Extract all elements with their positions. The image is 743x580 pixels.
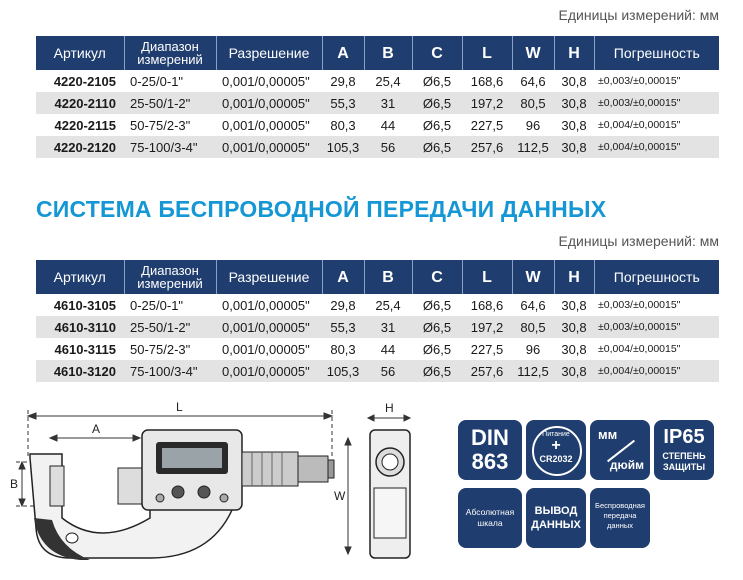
ip-line1: СТЕПЕНЬ: [662, 451, 706, 461]
col-article: Артикул: [36, 260, 124, 294]
table-row: [36, 114, 719, 136]
units-note-2: Единицы измерений: мм: [558, 233, 719, 249]
cell-h: 30,8: [561, 341, 587, 357]
cell-h: 30,8: [554, 136, 594, 158]
cell-b: 31: [364, 316, 412, 338]
dim-label-b: B: [10, 477, 19, 491]
absolute-scale-badge: [458, 488, 522, 548]
table-row: [36, 316, 719, 338]
col-a: A: [322, 260, 364, 294]
cell-l: 227,5: [470, 341, 504, 357]
cell-range: 25-50/1-2": [124, 316, 216, 338]
col-w: W: [512, 260, 554, 294]
col-a: A: [322, 36, 364, 70]
cell-l: 257,6: [462, 360, 512, 382]
spec-table-2: [36, 260, 719, 382]
units-note-1: Единицы измерений: мм: [558, 7, 719, 23]
cell-h: 30,8: [561, 117, 587, 133]
cell-b: 44: [380, 341, 396, 357]
cell-range: 50-75/2-3": [130, 117, 191, 133]
table-row: [36, 294, 719, 316]
cell-accuracy: ±0,004/±0,00015": [598, 343, 681, 355]
din-number: 863: [471, 449, 509, 474]
wl-line3: данных: [607, 521, 633, 530]
cell-accuracy: ±0,003/±0,00015": [594, 92, 719, 114]
cell-a: 29,8: [330, 73, 356, 89]
col-accuracy: Погрешность: [594, 36, 719, 70]
cell-accuracy: ±0,003/±0,00015": [598, 75, 681, 87]
table-row: [36, 92, 719, 114]
cell-w: 80,5: [512, 92, 554, 114]
col-c: C: [412, 260, 462, 294]
cell-a: 80,3: [330, 341, 356, 357]
plus-icon: +: [551, 437, 561, 454]
col-range: Диапазон измерений: [124, 260, 216, 294]
cell-b: 31: [364, 92, 412, 114]
cell-accuracy: ±0,003/±0,00015": [594, 316, 719, 338]
col-h: H: [554, 36, 594, 70]
table-row: [36, 70, 719, 92]
cell-a: 105,3: [322, 360, 364, 382]
cell-article: 4220-2105: [53, 73, 116, 89]
table-row: [36, 136, 719, 158]
data-output-badge: [526, 488, 586, 548]
cell-resolution: 0,001/0,00005": [222, 73, 310, 89]
cell-l: 227,5: [470, 117, 504, 133]
cell-range: 25-50/1-2": [124, 92, 216, 114]
section-title-wireless: СИСТЕМА БЕСПРОВОДНОЙ ПЕРЕДАЧИ ДАННЫХ: [36, 196, 607, 222]
cell-w: 112,5: [512, 360, 554, 382]
cell-resolution: 0,001/0,00005": [222, 117, 310, 133]
cell-accuracy: ±0,004/±0,00015": [598, 119, 681, 131]
cell-b: 25,4: [375, 297, 401, 313]
dim-label-w: W: [334, 489, 346, 503]
cell-article: 4610-3120: [36, 360, 124, 382]
col-c: C: [412, 36, 462, 70]
cell-resolution: 0,001/0,00005": [216, 360, 322, 382]
unit-inch: дюйм: [609, 458, 644, 472]
battery-type: CR2032: [539, 454, 573, 464]
cell-h: 30,8: [554, 92, 594, 114]
cell-l: 257,6: [462, 136, 512, 158]
cell-l: 168,6: [470, 297, 504, 313]
col-article: Артикул: [36, 36, 124, 70]
cell-h: 30,8: [561, 73, 587, 89]
cell-b: 44: [380, 117, 396, 133]
out-line1: ВЫВОД: [534, 505, 578, 517]
cell-c: Ø6,5: [412, 316, 462, 338]
cell-w: 64,6: [520, 297, 546, 313]
abs-line2: шкала: [477, 518, 503, 528]
cell-w: 64,6: [520, 73, 546, 89]
cell-l: 197,2: [462, 316, 512, 338]
cell-b: 56: [364, 360, 412, 382]
cell-article: 4610-3105: [53, 297, 116, 313]
cell-a: 80,3: [330, 117, 356, 133]
cell-l: 168,6: [470, 73, 504, 89]
wl-line2: передача: [603, 511, 637, 520]
dim-label-l: L: [176, 400, 183, 414]
ip-line2: ЗАЩИТЫ: [662, 462, 706, 472]
cell-a: 105,3: [322, 136, 364, 158]
cell-b: 56: [364, 136, 412, 158]
micrometer-drawing: [0, 398, 440, 578]
col-range: Диапазон измерений: [124, 36, 216, 70]
col-b: B: [364, 36, 412, 70]
cell-resolution: 0,001/0,00005": [222, 341, 310, 357]
cell-article: 4220-2115: [54, 117, 116, 133]
cell-range: 75-100/3-4": [124, 360, 216, 382]
cell-c: Ø6,5: [422, 117, 452, 133]
table-row: [36, 338, 719, 360]
abs-line1: Абсолютная: [465, 507, 515, 517]
cell-h: 30,8: [554, 316, 594, 338]
cell-c: Ø6,5: [422, 297, 452, 313]
cell-c: Ø6,5: [422, 341, 452, 357]
cell-w: 96: [525, 341, 541, 357]
cell-c: Ø6,5: [412, 360, 462, 382]
cell-article: 4220-2110: [36, 92, 124, 114]
col-accuracy: Погрешность: [594, 260, 719, 294]
units-badge: [590, 420, 650, 480]
cell-article: 4610-3115: [54, 341, 116, 357]
col-resolution: Разрешение: [216, 260, 322, 294]
dim-label-h: H: [385, 401, 394, 415]
cell-c: Ø6,5: [412, 136, 462, 158]
cell-range: 75-100/3-4": [124, 136, 216, 158]
battery-badge: [526, 420, 586, 480]
cell-a: 29,8: [330, 297, 356, 313]
spec-table-1: [36, 36, 719, 158]
cell-resolution: 0,001/0,00005": [222, 297, 310, 313]
cell-w: 80,5: [512, 316, 554, 338]
cell-c: Ø6,5: [412, 92, 462, 114]
din-badge: [458, 420, 522, 480]
col-w: W: [512, 36, 554, 70]
cell-c: Ø6,5: [422, 73, 452, 89]
cell-article: 4610-3110: [36, 316, 124, 338]
cell-h: 30,8: [561, 297, 587, 313]
wireless-badge: [590, 488, 650, 548]
cell-a: 55,3: [322, 316, 364, 338]
out-line2: ДАННЫХ: [531, 519, 581, 531]
cell-w: 112,5: [512, 136, 554, 158]
table-header-row: [36, 260, 719, 294]
wl-line1: Беспроводная: [595, 501, 645, 510]
cell-accuracy: ±0,003/±0,00015": [598, 299, 681, 311]
cell-range: 0-25/0-1": [130, 297, 184, 313]
cell-h: 30,8: [554, 360, 594, 382]
cell-a: 55,3: [322, 92, 364, 114]
col-resolution: Разрешение: [216, 36, 322, 70]
table-header-row: [36, 36, 719, 70]
cell-accuracy: ±0,004/±0,00015": [594, 136, 719, 158]
cell-resolution: 0,001/0,00005": [216, 92, 322, 114]
table-row: [36, 360, 719, 382]
col-l: L: [462, 260, 512, 294]
cell-resolution: 0,001/0,00005": [216, 136, 322, 158]
ip-badge: [654, 420, 714, 480]
din-text: DIN: [471, 425, 509, 450]
cell-range: 0-25/0-1": [130, 73, 184, 89]
cell-b: 25,4: [375, 73, 401, 89]
cell-range: 50-75/2-3": [130, 341, 191, 357]
dim-label-a: A: [92, 422, 101, 436]
cell-article: 4220-2120: [36, 136, 124, 158]
power-label: Питание: [542, 431, 570, 438]
cell-w: 96: [525, 117, 541, 133]
col-l: L: [462, 36, 512, 70]
cell-resolution: 0,001/0,00005": [216, 316, 322, 338]
ip-code: IP65: [663, 426, 705, 448]
col-b: B: [364, 260, 412, 294]
cell-accuracy: ±0,004/±0,00015": [594, 360, 719, 382]
col-h: H: [554, 260, 594, 294]
unit-mm: мм: [598, 427, 618, 442]
cell-l: 197,2: [462, 92, 512, 114]
